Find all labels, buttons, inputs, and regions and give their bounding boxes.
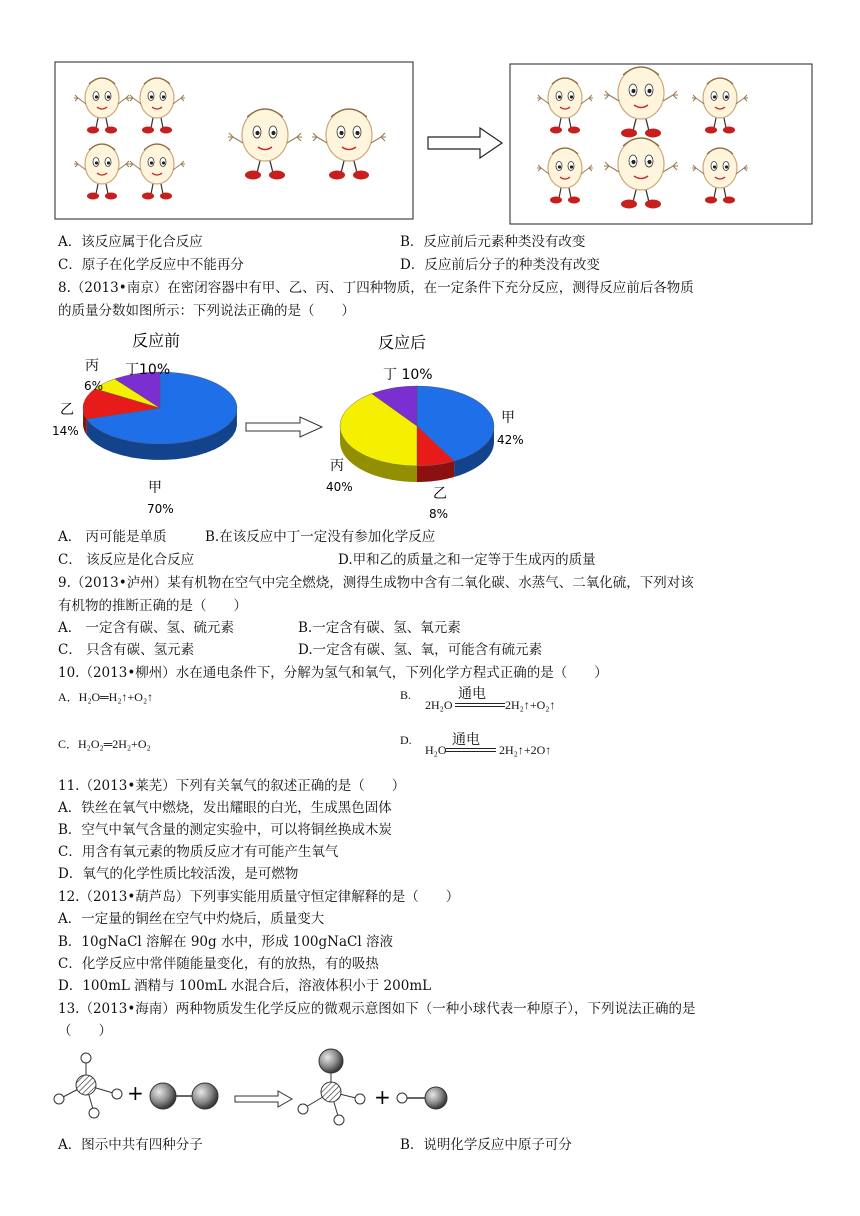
q10-option-b-right: 2H₂↑+O₂↑	[505, 698, 556, 712]
q10-option-b-left: 2H₂O	[425, 698, 453, 712]
q11-option-b[interactable]: B．空气中氧气含量的测定实验中，可以将铜丝换成木炭	[58, 822, 392, 838]
q9-option-c[interactable]: C． 只含有碳、氢元素	[58, 642, 195, 658]
q8-option-b[interactable]: B.在该反应中丁一定没有参加化学反应	[205, 529, 436, 545]
q13-molecule-figure	[0, 1040, 860, 1130]
q13-stem-line1: 13.（2013•海南）两种物质发生化学反应的微观示意图如下（一种小球代表一种原子），下列说法正确的是	[58, 1001, 696, 1017]
q9-stem-line2: 有机物的推断正确的是（ ）	[58, 598, 247, 614]
label-before-yi-pct: 14%	[52, 424, 79, 438]
pie-chart-before	[83, 372, 237, 460]
label-after-ding: 丁 10%	[383, 367, 433, 383]
q12-option-c[interactable]: C．化学反应中常伴随能量变化，有的放热，有的吸热	[58, 956, 379, 972]
q9-option-b[interactable]: B.一定含有碳、氢、氧元素	[298, 620, 461, 636]
q10-option-d-right: 2H₂↑+2O↑	[499, 743, 552, 757]
q10-option-d-prefix[interactable]: D.	[400, 733, 412, 747]
q13-option-a[interactable]: A．图示中共有四种分子	[58, 1137, 203, 1153]
svg-text:+: +	[374, 1085, 391, 1109]
q8-pie-charts	[0, 320, 860, 525]
q11-option-a[interactable]: A．铁丝在氧气中燃烧，发出耀眼的白光，生成黑色固体	[58, 800, 392, 816]
q11-option-d[interactable]: D．氧气的化学性质比较活泼，是可燃物	[58, 866, 299, 882]
q10-option-b-condition: 通电	[458, 686, 486, 702]
q10-option-d-condition: 通电	[452, 732, 480, 748]
q12-option-a[interactable]: A．一定量的铜丝在空气中灼烧后，质量变大	[58, 911, 325, 927]
q10-option-d-left: H₂O	[425, 743, 447, 757]
label-after-yi: 乙	[433, 486, 447, 502]
q7-reaction-figure	[0, 0, 860, 230]
q7-option-a[interactable]: A．该反应属于化合反应	[58, 234, 203, 250]
label-before-bing: 丙	[85, 358, 99, 374]
q10-option-a[interactable]: A．H₂O═H₂↑+O₂↑	[58, 690, 154, 704]
q10-stem: 10.（2013•柳州）水在通电条件下，分解为氢气和氧气，下列化学方程式正确的是（ ）	[58, 665, 608, 681]
q12-option-d[interactable]: D．100mL 酒精与 100mL 水混合后，溶液体积小于 200mL	[58, 978, 432, 994]
q8-option-c[interactable]: C． 该反应是化合反应	[58, 552, 195, 568]
label-after-jia: 甲	[501, 410, 515, 426]
q9-stem-line1: 9.（2013•泸州）某有机物在空气中完全燃烧，测得生成物中含有二氧化碳、水蒸气、二氧化硫，下列对该	[58, 575, 694, 591]
label-after-yi-pct: 8%	[429, 507, 449, 521]
label-after-bing-pct: 40%	[326, 480, 353, 494]
label-before-yi: 乙	[60, 402, 74, 418]
q9-option-d[interactable]: D.一定含有碳、氢、氧，可能含有硫元素	[298, 642, 543, 658]
q10-option-c[interactable]: C．H₂O₂═2H₂+O₂	[58, 737, 151, 751]
label-before-bing-pct: 6%	[84, 379, 104, 393]
q7-option-d[interactable]: D．反应前后分子的种类没有改变	[400, 257, 600, 273]
q12-stem: 12.（2013•葫芦岛）下列事实能用质量守恒定律解释的是（ ）	[58, 889, 460, 905]
q10-option-b-equals	[455, 703, 505, 707]
q8-option-a[interactable]: A． 丙可能是单质	[58, 529, 167, 545]
q11-stem: 11.（2013•莱芜）下列有关氧气的叙述正确的是（ ）	[58, 778, 406, 794]
pie-after-title: 反应后	[378, 333, 427, 352]
label-before-jia: 甲	[148, 480, 162, 496]
q11-option-c[interactable]: C．用含有氧元素的物质反应才有可能产生氧气	[58, 844, 339, 860]
q8-stem-line2: 的质量分数如图所示：下列说法正确的是（ ）	[58, 303, 355, 319]
label-before-ding: 丁10%	[125, 362, 171, 378]
q10-option-b-prefix[interactable]: B.	[400, 688, 412, 702]
q7-option-c[interactable]: C．原子在化学反应中不能再分	[58, 257, 244, 273]
q8-stem-line1: 8.（2013•南京）在密闭容器中有甲、乙、丙、丁四种物质，在一定条件下充分反应，测得反应前后各物质	[58, 280, 694, 296]
q13-stem-line2: （ ）	[58, 1023, 112, 1039]
pie-chart-after	[340, 386, 494, 482]
label-after-jia-pct: 42%	[497, 433, 524, 447]
q8-option-d[interactable]: D.甲和乙的质量之和一定等于生成丙的质量	[338, 552, 596, 568]
q9-option-a[interactable]: A． 一定含有碳、氢、硫元素	[58, 620, 235, 636]
q7-option-b[interactable]: B．反应前后元素种类没有改变	[400, 234, 586, 250]
svg-text:+: +	[127, 1081, 144, 1105]
q12-option-b[interactable]: B．10gNaCl 溶解在 90g 水中，形成 100gNaCl 溶液	[58, 934, 393, 950]
label-before-jia-pct: 70%	[147, 502, 174, 516]
pie-before-title: 反应前	[132, 331, 181, 350]
q10-option-d-equals	[446, 748, 496, 752]
label-after-bing: 丙	[330, 458, 344, 474]
q13-option-b[interactable]: B．说明化学反应中原子可分	[400, 1137, 572, 1153]
